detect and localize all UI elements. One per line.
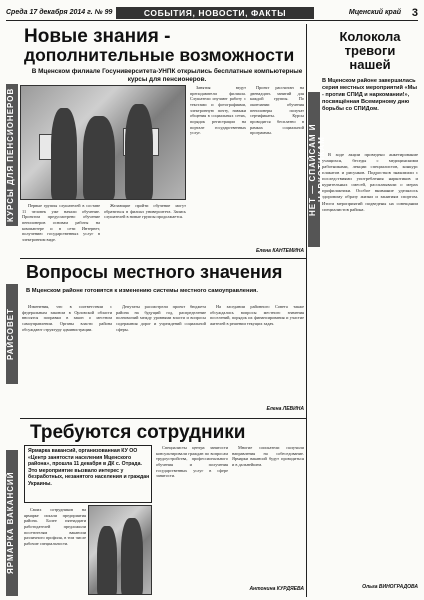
article2-body: В ходе акции проведено анкетирование учащихся, беседы с медицинскими работниками, лекции специалистов, конкурс плакатов и рисунков. Подростков знакомили с последствиями употребления наркотиков и курительных смесей, рассказывали о мерах профилактики. Особое внимание уделялось здоровому образу жизни и занятиям спортом. Итоги мероприятий подведены на совещании специалистов района. xyxy=(322,152,418,212)
article1-lead: В Мценском филиале Госуниверситета-УНПК открылись бесплатные компьютерные курсы для пенсионеров. xyxy=(31,68,303,83)
article2-title-line3: нашей xyxy=(349,57,391,72)
divider xyxy=(20,258,306,259)
divider xyxy=(20,418,306,419)
article1-column-3: Проект рассчитан на двенадцать занятий для каждой группы. По окончании обучения пенсионеры получат сертификаты. Курсы проводятся бесплатно в рамках социальной программы. xyxy=(250,85,304,136)
rubric-no-spice-drugs: НЕТ — СПАЙСАМ И НАРКОТИКАМ xyxy=(308,92,320,247)
article4-photo xyxy=(88,505,152,595)
article1-column-2: Занятия ведут преподаватели филиала. Слушатели изучают работу с текстами и фотографиями, электронную почту, навыки общения в социальных сетях, порядок регистрации на портале государственных услуг. xyxy=(190,85,246,136)
rubric-job-fair: ЯРМАРКА ВАКАНСИЙ xyxy=(6,450,18,596)
rubric-district-council: РАЙСОВЕТ xyxy=(6,284,18,384)
article3-column-1: Изменения, что в соответствии с федеральным законом в Орловской области вносятся поправки в закон о местном самоуправлении. Органы власти района обсуждают структуру администрации. xyxy=(22,304,112,332)
article4-column-3: Многие соискатели получили направления на собеседование. Ярмарки вакансий будут проводиться и в дальнейшем. xyxy=(232,445,304,468)
article3-lead: В Мценском районе готовятся к изменению системы местного самоуправления. xyxy=(26,288,259,294)
column-divider xyxy=(306,24,307,597)
article4-lead: Ярмарка вакансий, организованная КУ ОО «Центр занятости населения Мценского района», прошла 11 декабря в ДК с. Отрада. Это мероприятие вызвало интерес у безработных, незанятого населения и граждан Украины. xyxy=(28,448,150,487)
article1-author: Елена КАНТЕМИНА xyxy=(255,248,304,254)
article2-title-line1: Колокола xyxy=(339,29,401,44)
article1-column-1: Первые группы слушателей в составе 11 человек уже начали обучение. Проектом предусмотрено обучение пенсионеров основам работы на компьютере и в сети Интернет, получению государственных услуг в электронном виде. xyxy=(22,203,100,243)
article4-title: Требуются сотрудники xyxy=(30,422,246,443)
page-number: 3 xyxy=(411,6,418,19)
page-header xyxy=(6,5,418,21)
article3-author: Елена ЛЕВИНА xyxy=(266,406,304,412)
article3-title: Вопросы местного значения xyxy=(26,262,283,282)
article4-column-1: Своих сотрудников на ярмарке искали предприятия района. Более пятнадцати работодателей предложили посетителям вакансии различного профиля, в том числе рабочие специальности. xyxy=(24,507,86,547)
issue-date: Среда 17 декабря 2014 г. № 99 xyxy=(6,9,113,16)
section-rubric: СОБЫТИЯ, НОВОСТИ, ФАКТЫ xyxy=(116,7,314,19)
article3-column-2: Депутаты рассмотрели проект бюджета района на будущий год, распределение полномочий между уровнями власти и вопросы содержания дорог и учреждений социальной сферы. xyxy=(116,304,206,332)
article1-column-4: Желающие пройти обучение могут обратиться в филиал университета. Запись слушателей в новые группы продолжается. xyxy=(104,203,186,220)
article2-author: Ольга ВИНОГРАДОВА xyxy=(362,584,418,590)
article4-author: Антонина КУРДЯЕВА xyxy=(249,586,304,592)
article1-title-line1: Новые знания - xyxy=(24,26,171,47)
article1-title-line2: дополнительные возможности xyxy=(24,45,295,65)
article1-photo xyxy=(20,85,186,200)
article3-column-3: На заседании районного Совета также обсуждались вопросы местного значения поселений, порядок их финансирования и участие жителей в решении текущих задач. xyxy=(210,304,304,327)
article4-column-2: Специалисты центра занятости консультировали граждан по вопросам трудоустройства, профессионального обучения и получения государственных услуг в сфере занятости. xyxy=(156,445,228,479)
article2-lead: В Мценском районе завершилась серия местных мероприятий «Мы - против СПИД и наркомании!», посвящённая Всемирному дню борьбы со СПИДом. xyxy=(322,78,418,112)
article2-title-line2: тревоги xyxy=(344,43,396,58)
newspaper-name: Мценский край xyxy=(348,9,401,16)
rubric-courses-for-pensioners: КУРСЫ ДЛЯ ПЕНСИОНЕРОВ xyxy=(6,84,18,226)
